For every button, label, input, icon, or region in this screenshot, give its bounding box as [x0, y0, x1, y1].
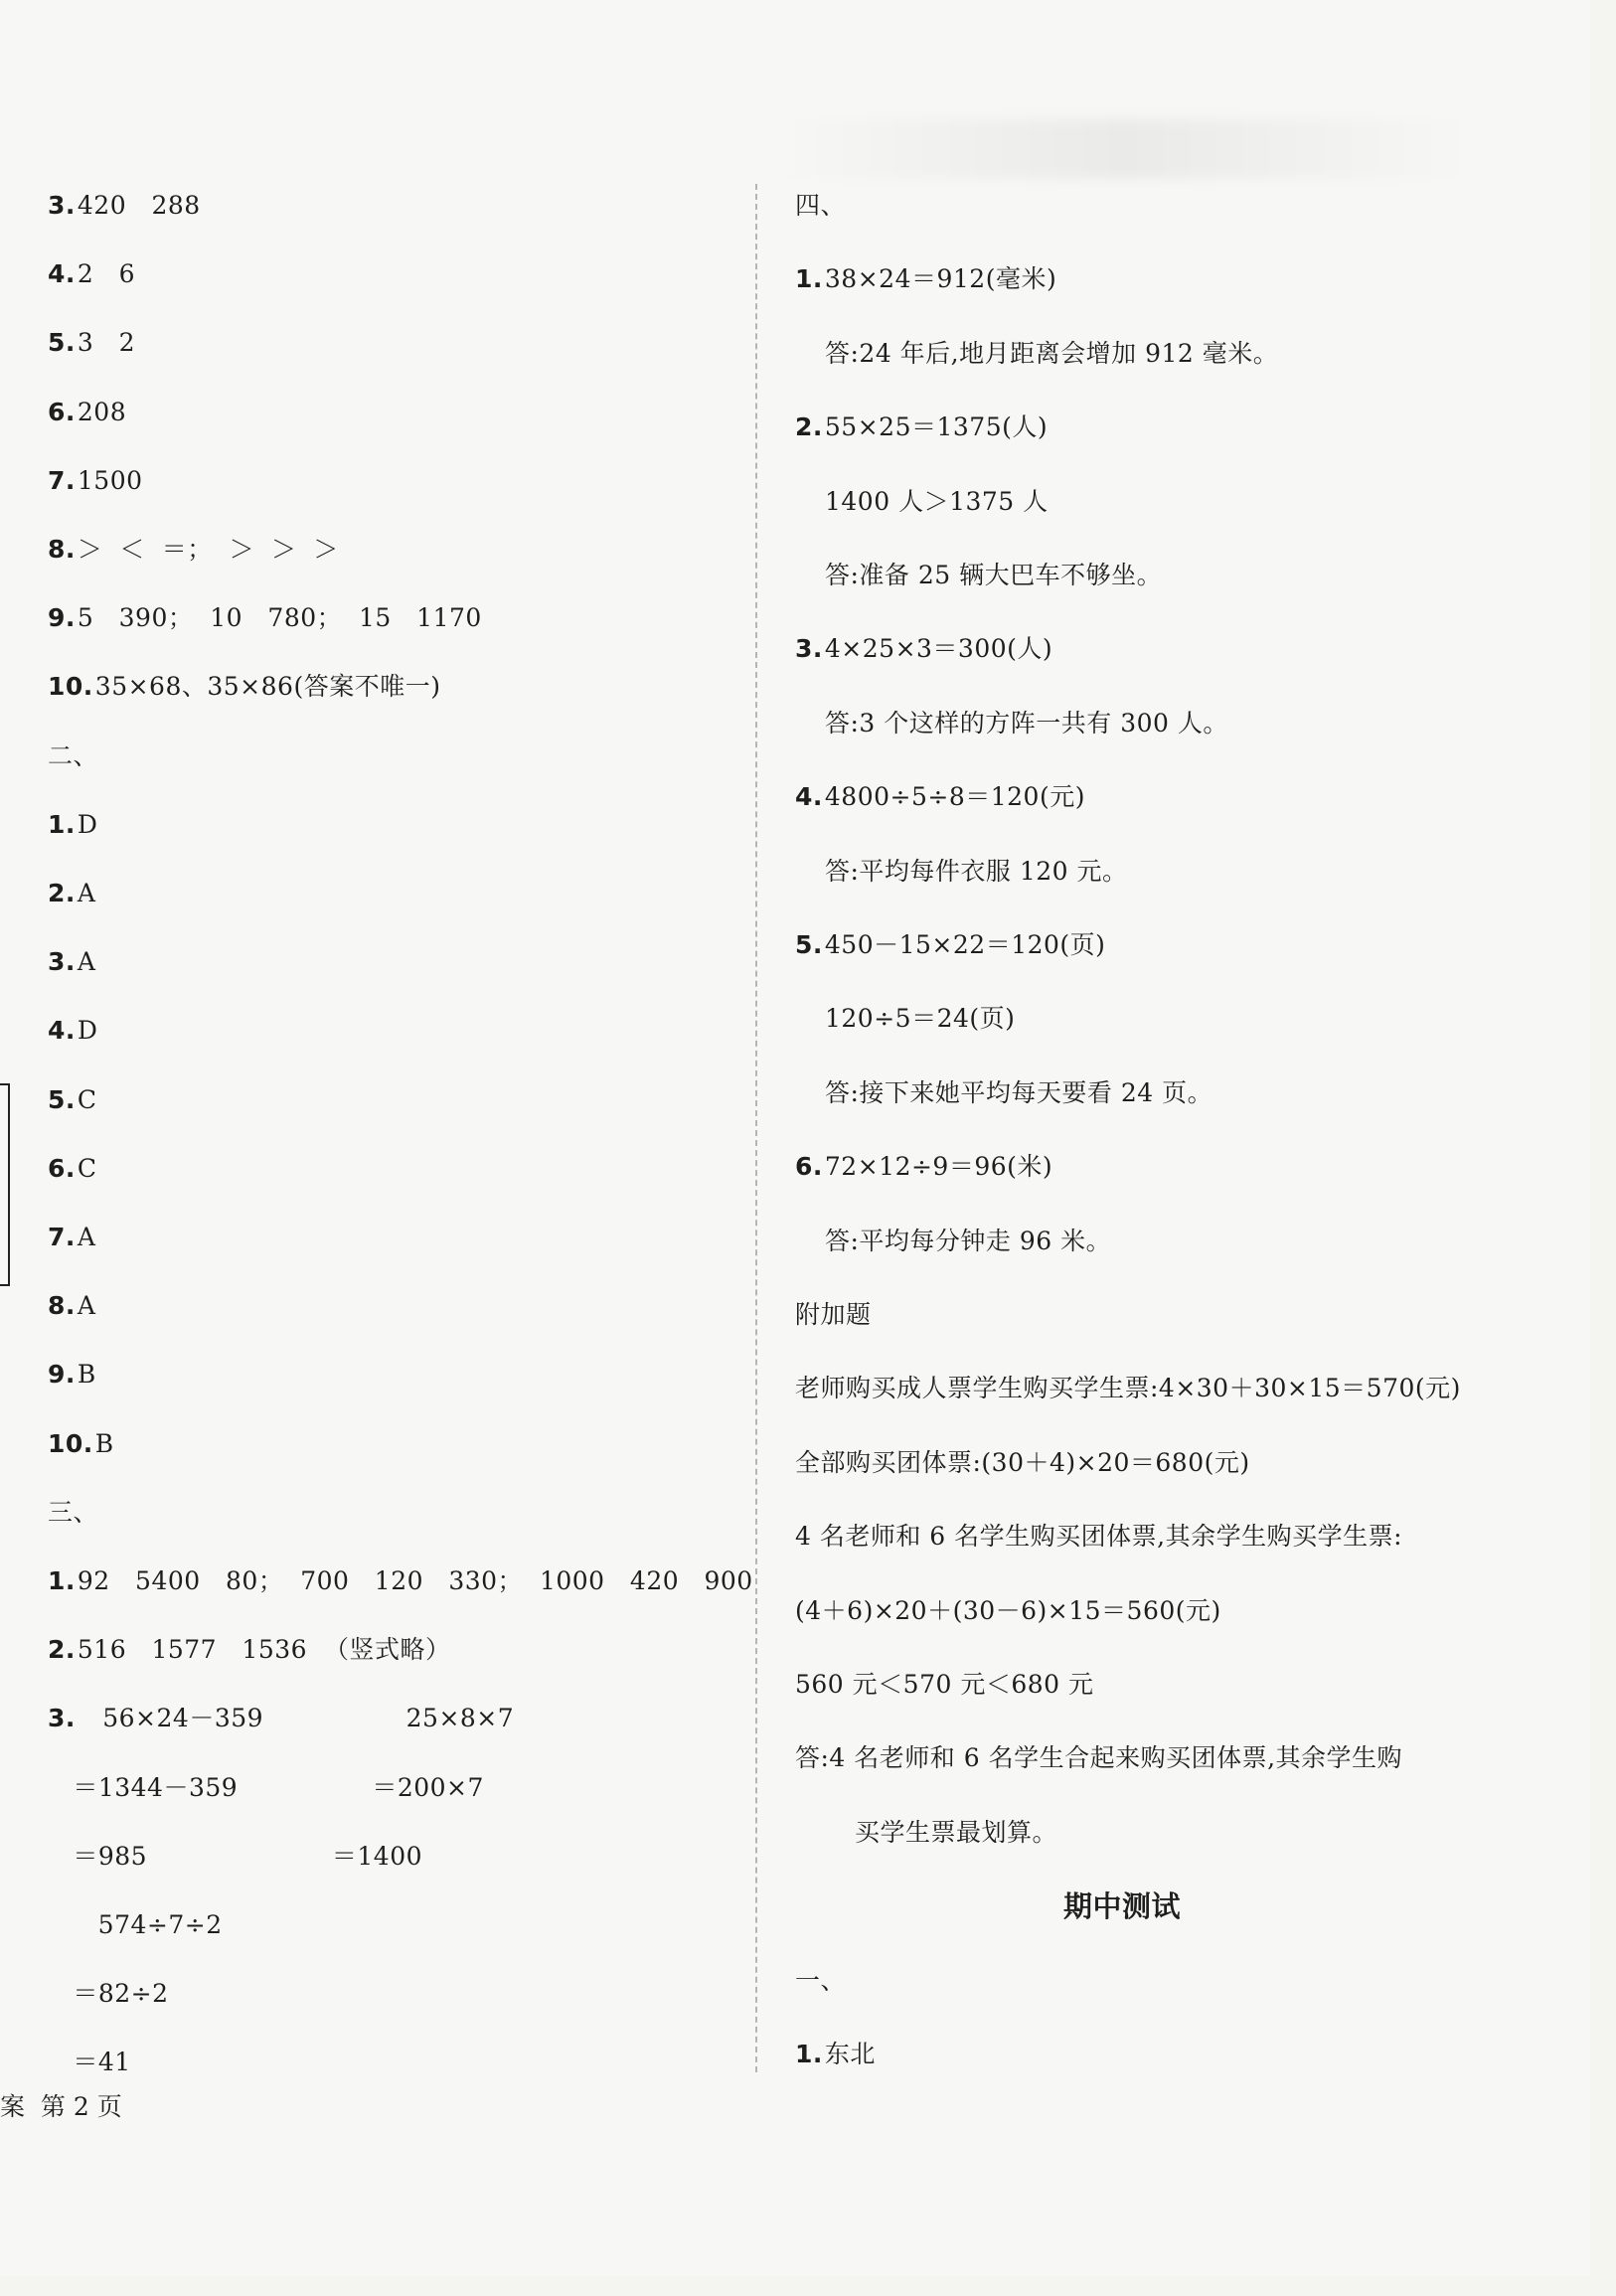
left-line — [48, 396, 126, 429]
left-line — [48, 1496, 98, 1530]
item-number: 3. — [48, 1704, 76, 1733]
item-text: 买学生票最划算。 — [855, 1817, 1058, 1847]
item-number: 4. — [795, 782, 823, 812]
left-line — [48, 1908, 223, 1942]
item-text: 二、 — [48, 740, 99, 770]
item-text: B — [94, 1428, 114, 1458]
item-number: 8. — [48, 535, 76, 564]
right-line — [795, 1741, 1402, 1775]
left-line — [48, 877, 95, 910]
item-number: 4. — [48, 1016, 76, 1046]
right-line — [795, 632, 1052, 666]
item-text: 3 2 — [77, 328, 136, 358]
left-line — [48, 1840, 422, 1874]
item-text: 一、 — [795, 1965, 847, 1995]
right-line — [1063, 1889, 1181, 1925]
left-line — [48, 739, 98, 773]
left-line — [48, 464, 143, 498]
left-line — [48, 808, 97, 842]
page-footer: 案 第 2 页 — [0, 2092, 122, 2121]
left-line — [48, 1221, 95, 1254]
item-text: A — [77, 947, 96, 977]
right-line — [795, 2038, 876, 2071]
item-text: 55×25＝1375(人) — [824, 412, 1049, 442]
item-text: 560 元＜570 元＜680 元 — [795, 1670, 1094, 1699]
right-line — [795, 410, 1048, 444]
item-text: ＝41 — [48, 2048, 131, 2077]
item-number: 5. — [48, 1084, 76, 1114]
left-line — [48, 1702, 514, 1735]
item-text: A — [77, 1291, 96, 1321]
item-text: 东北 — [824, 2040, 876, 2068]
item-text: B — [77, 1360, 96, 1390]
item-text: 5 390； 10 780； 15 1170 — [77, 603, 482, 633]
right-line — [825, 855, 1128, 889]
item-text: D — [77, 809, 98, 839]
item-text: A — [77, 1223, 96, 1251]
item-text: (4＋6)×20＋(30－6)×15＝560(元) — [795, 1595, 1221, 1625]
item-text: ＝1344－359 ＝200×7 — [48, 1772, 484, 1802]
item-number: 7. — [48, 465, 76, 495]
column-divider — [755, 184, 757, 2072]
item-number: 3. — [48, 191, 76, 220]
item-text: 120÷5＝24(页) — [825, 1004, 1016, 1034]
item-text: 全部购买团体票:(30＋4)×20＝680(元) — [795, 1447, 1250, 1477]
right-line — [795, 1520, 1402, 1554]
item-number: 3. — [795, 634, 823, 664]
item-number: 1. — [48, 1566, 76, 1595]
margin-bracket — [0, 1083, 10, 1286]
item-number: 6. — [48, 397, 76, 426]
item-text: A — [77, 879, 96, 907]
item-text: 老师购买成人票学生购买学生票:4×30＋30×15＝570(元) — [795, 1374, 1461, 1403]
left-line — [48, 1633, 450, 1667]
right-line — [795, 1372, 1461, 1405]
right-line — [825, 707, 1228, 740]
item-number: 10. — [48, 672, 93, 702]
item-text: 答:24 年后,地月距离会增加 912 毫米。 — [825, 338, 1279, 368]
item-number: 2. — [48, 1635, 76, 1665]
right-line — [825, 337, 1278, 371]
item-text: 答:平均每件衣服 120 元。 — [825, 856, 1128, 886]
left-line — [48, 1564, 753, 1598]
right-line — [825, 1076, 1212, 1110]
left-line — [48, 1358, 96, 1392]
right-line — [795, 928, 1105, 962]
item-text: 56×24－359 25×8×7 — [77, 1704, 515, 1733]
left-line — [48, 189, 201, 223]
item-text: D — [77, 1016, 98, 1046]
left-line — [48, 1014, 97, 1048]
item-number: 9. — [48, 1360, 76, 1390]
left-line — [48, 670, 440, 704]
item-text: 574÷7÷2 — [48, 1910, 223, 1939]
item-text: 4 名老师和 6 名学生购买团体票,其余学生购买学生票: — [795, 1522, 1403, 1552]
item-text: 答:平均每分钟走 96 米。 — [825, 1226, 1112, 1255]
item-text: 516 1577 1536 （竖式略） — [77, 1635, 451, 1665]
item-number: 1. — [795, 264, 823, 294]
item-text: 2 6 — [77, 259, 136, 289]
item-text: 1400 人＞1375 人 — [825, 486, 1049, 516]
item-text: 四、 — [795, 191, 847, 220]
right-line — [795, 1446, 1250, 1480]
item-text: 35×68、35×86(答案不唯一) — [94, 672, 441, 702]
right-line — [795, 1150, 1052, 1184]
right-line — [795, 1668, 1094, 1702]
item-text: 1500 — [77, 465, 143, 495]
item-text: 附加题 — [795, 1300, 872, 1329]
right-line — [795, 780, 1085, 814]
item-text: 答:接下来她平均每天要看 24 页。 — [825, 1077, 1213, 1107]
left-line — [48, 2046, 131, 2079]
left-line — [48, 1771, 484, 1805]
item-text: ＝985 ＝1400 — [48, 1841, 423, 1871]
item-number: 8. — [48, 1291, 76, 1321]
item-number: 4. — [48, 259, 76, 289]
item-number: 5. — [795, 930, 823, 959]
left-line — [48, 1977, 169, 2011]
right-line — [855, 1816, 1057, 1850]
right-line — [795, 189, 846, 223]
item-number: 9. — [48, 603, 76, 633]
item-number: 7. — [48, 1223, 76, 1251]
scan-smudge — [775, 119, 1471, 179]
item-text: 92 5400 80； 700 120 330； 1000 420 900 — [77, 1566, 753, 1595]
left-line — [48, 945, 95, 979]
left-line — [48, 326, 135, 360]
item-text: 答:3 个这样的方阵一共有 300 人。 — [825, 708, 1228, 738]
item-text: 72×12÷9＝96(米) — [824, 1152, 1053, 1182]
right-line — [795, 1964, 846, 1998]
item-text: 4800÷5÷8＝120(元) — [824, 782, 1085, 812]
item-text: ＞ ＜ ＝； ＞ ＞ ＞ — [77, 535, 339, 564]
item-number: 10. — [48, 1428, 93, 1458]
item-number: 6. — [48, 1153, 76, 1183]
item-text: 38×24＝912(毫米) — [824, 264, 1057, 294]
right-line — [795, 1594, 1221, 1628]
left-line — [48, 1083, 97, 1117]
item-text: 450－15×22＝120(页) — [824, 930, 1106, 959]
item-number: 2. — [48, 879, 76, 907]
left-line — [48, 1289, 95, 1323]
item-number: 1. — [48, 809, 76, 839]
section-heading: 期中测试 — [1063, 1889, 1182, 1924]
item-number: 3. — [48, 947, 76, 977]
right-line — [795, 262, 1056, 296]
item-number: 5. — [48, 328, 76, 358]
item-number: 6. — [795, 1152, 823, 1182]
item-text: C — [77, 1084, 97, 1114]
left-line — [48, 1427, 114, 1461]
left-line — [48, 601, 482, 635]
right-line — [825, 1002, 1015, 1036]
right-line — [795, 1298, 872, 1332]
left-line — [48, 1152, 97, 1186]
right-line — [825, 485, 1049, 519]
item-text: 三、 — [48, 1497, 99, 1527]
item-text: 4×25×3＝300(人) — [824, 634, 1053, 664]
item-text: C — [77, 1153, 97, 1183]
left-line — [48, 533, 339, 567]
right-line — [825, 559, 1162, 592]
item-text: ＝82÷2 — [48, 1979, 169, 2009]
item-text: 208 — [77, 397, 127, 426]
item-number: 1. — [795, 2040, 823, 2068]
item-text: 答:准备 25 辆大巴车不够坐。 — [825, 561, 1163, 589]
left-line — [48, 257, 135, 291]
item-number: 2. — [795, 412, 823, 442]
right-line — [825, 1225, 1111, 1258]
item-text: 420 288 — [77, 191, 201, 220]
item-text: 答:4 名老师和 6 名学生合起来购买团体票,其余学生购 — [795, 1743, 1403, 1773]
